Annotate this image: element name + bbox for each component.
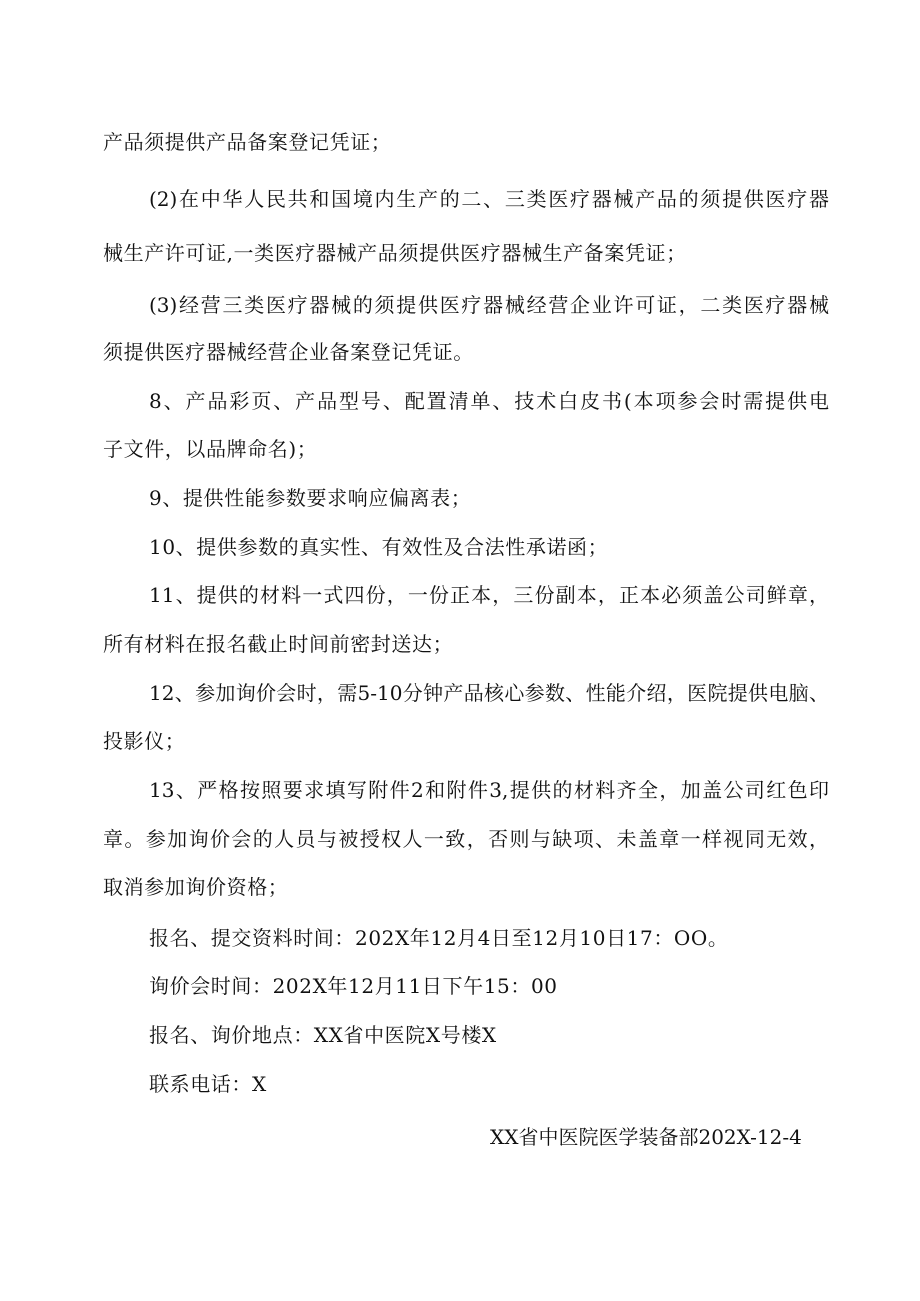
text-line: 8、产品彩页、产品型号、配置清单、技术白皮书(本项参会时需提供电 [149, 389, 829, 413]
text-line: 联系电话：X [149, 1072, 267, 1096]
text-line: (2)在中华人民共和国境内生产的二、三类医疗器械产品的须提供医疗器 [149, 187, 829, 211]
text-line: 10、提供参数的真实性、有效性及合法性承诺函； [149, 535, 609, 559]
text-line: 所有材料在报名截止时间前密封送达； [103, 632, 454, 656]
text-line: 子文件，以品牌命名)； [103, 437, 318, 461]
document-signature: XX省中医院医学装备部202X-12-4 [490, 1125, 802, 1149]
text-line: 须提供医疗器械经营企业备案登记凭证。 [103, 340, 474, 364]
text-line: 械生产许可证,一类医疗器械产品须提供医疗器械生产备案凭证； [103, 241, 687, 265]
text-line: 产品须提供产品备案登记凭证； [103, 130, 392, 154]
text-line: 投影仪； [103, 729, 186, 753]
text-line: 章。参加询价会的人员与被授权人一致，否则与缺项、未盖章一样视同无效， [103, 827, 829, 851]
text-line: 9、提供性能参数要求响应偏离表； [149, 486, 472, 510]
text-line: 报名、提交资料时间：202X年12月4日至12月10日17：OO。 [149, 926, 729, 950]
text-line: 12、参加询价会时，需5-10分钟产品核心参数、性能介绍，医院提供电脑、 [149, 681, 829, 705]
text-line: (3)经营三类医疗器械的须提供医疗器械经营企业许可证，二类医疗器械 [149, 293, 829, 317]
text-line: 报名、询价地点：XX省中医院X号楼X [149, 1023, 497, 1047]
text-line: 13、严格按照要求填写附件2和附件3,提供的材料齐全，加盖公司红色印 [149, 778, 829, 802]
text-line: 11、提供的材料一式四份，一份正本，三份副本，正本必须盖公司鲜章， [149, 583, 829, 607]
text-line: 取消参加询价资格； [103, 875, 289, 899]
text-line: 询价会时间：202X年12月11日下午15：00 [149, 974, 558, 998]
